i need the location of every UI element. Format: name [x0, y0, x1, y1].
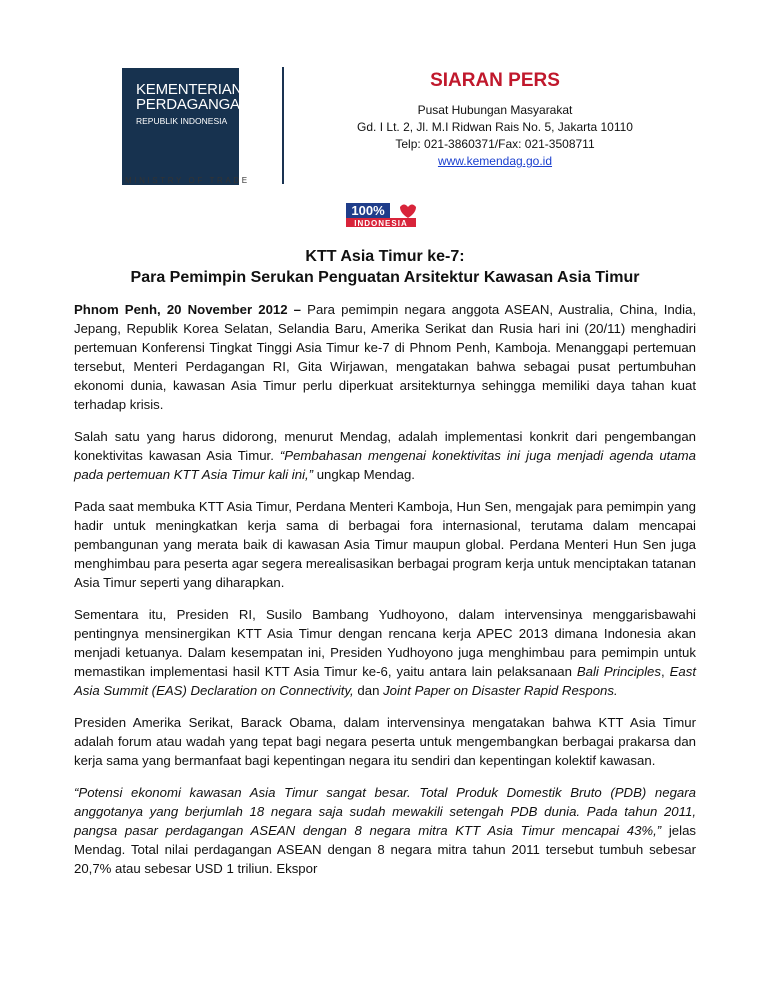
paragraph-5 — [74, 713, 696, 770]
press-phone: Telp: 021-3860371/Fax: 021-3508711 — [395, 137, 595, 151]
dateline: Phnom Penh, 20 November 2012 – — [74, 302, 302, 317]
badge-label: INDONESIA — [354, 219, 408, 228]
paragraph-2 — [74, 427, 696, 484]
headline-line-2: Para Pemimpin Serukan Penguatan Arsitektur Kawasan Asia Timur — [130, 269, 640, 286]
paragraph-4-italic-3: Joint Paper on Disaster Rapid Respons. — [383, 683, 618, 698]
logo-line-1: KEMENTERIAN — [136, 81, 243, 98]
paragraph-3 — [74, 497, 696, 592]
paragraph-4-text: Sementara itu, Presiden RI, Susilo Bambang Yudhoyono, dalam intervensinya menggarisbawahi pentingnya mensinergikan KTT Asia Timur dengan rencana kerja APEC 2013 dimana Indonesia akan menjadi ketuanya. Dalam kesempatan ini, Presiden Yudhoyono juga menghimbau para pemimpin untuk memastikan implementasi hasil KTT Asia Timur ke-6, yaitu antara lain pelaksanaan — [74, 607, 696, 679]
press-header — [300, 70, 690, 170]
paragraph-2-quote: “Pembahasan mengenai konektivitas ini juga menjadi agenda utama pada pertemuan KTT Asia Timur kali ini,” — [74, 448, 697, 482]
headline-line-1: KTT Asia Timur ke-7: — [305, 248, 465, 265]
ministry-logo — [122, 68, 251, 185]
press-contact — [300, 102, 690, 170]
paragraph-5-text: Presiden Amerika Serikat, Barack Obama, dalam intervensinya mengatakan bahwa KTT Asia Timur adalah forum atau wadah yang tepat bagi negara peserta untuk mengembangkan berbagai prakarsa dan kerja sama yang bermanfaat bagi kepentingan negara itu sendiri dan kepentingan kolektif kawasan. — [74, 715, 696, 768]
press-address: Gd. I Lt. 2, Jl. M.I Ridwan Rais No. 5, Jakarta 10110 — [357, 120, 633, 134]
website-link[interactable]: www.kemendag.go.id — [437, 154, 553, 168]
badge-number: 100% — [351, 203, 385, 218]
indonesia-100-badge — [342, 202, 422, 228]
logo-line-3: REPUBLIK INDONESIA — [136, 116, 228, 126]
paragraph-4 — [74, 605, 696, 700]
headline — [72, 246, 698, 288]
paragraph-6-text: jelas Mendag. Total nilai perdagangan ASEAN dengan 8 negara mitra tahun 2011 tersebut tumbuh sebesar 20,7% atau sebesar USD 1 triliun. Ekspor — [74, 823, 696, 876]
paragraph-1 — [74, 300, 696, 414]
paragraph-3-text: Pada saat membuka KTT Asia Timur, Perdana Menteri Kamboja, Hun Sen, mengajak para pemimpin yang hadir untuk meningkatkan kerja sama di berbagai fora internasional, terutama dalam mencapai pembangunan yang merata baik di kawasan Asia Timur maupun global. Perdana Menteri Hun Sen juga menghimbau para peserta agar segera merealisasikan berbagai program kerja untuk menciptakan tatanan Asia Timur seperti yang diharapkan. — [74, 499, 696, 590]
logo-motto: MINISTRY OF TRADE — [125, 176, 250, 185]
paragraph-4-italic-1: Bali Principles — [576, 664, 661, 679]
paragraph-1-text: Para pemimpin negara anggota ASEAN, Australia, China, India, Jepang, Republik Korea Selatan, Selandia Baru, Amerika Serikat dan Rusia hari ini (20/11) menghadiri pertemuan Konferensi Tingkat Tinggi Asia Timur ke-7 di Phnom Penh, Kamboja. Menanggapi pertemuan tersebut, Menteri Perdagangan RI, Gita Wirjawan, mengatakan bahwa sebagai pusat pertumbuhan ekonomi dunia, kawasan Asia Timur perlu diperkuat arsitekturnya sehingga memiliki daya tahan kuat terhadap krisis. — [74, 302, 696, 412]
paragraph-4-sep-2: dan — [353, 683, 384, 698]
paragraph-6-quote: “Potensi ekonomi kawasan Asia Timur sangat besar. Total Produk Domestik Bruto (PDB) negara anggotanya yang berjumlah 18 negara saja sudah mewakili setengah PDB dunia. Pada tahun 2011, pangsa pasar perdagangan ASEAN dengan 8 negara mitra KTT Asia Timur mencapai 43%,” — [74, 785, 696, 838]
paragraph-4-italic-2: East Asia Summit (EAS) Declaration on Connectivity, — [74, 664, 697, 698]
article-body — [74, 300, 696, 891]
paragraph-6 — [74, 783, 696, 878]
paragraph-2-tail: ungkap Mendag. — [313, 467, 415, 482]
header-divider — [282, 67, 284, 184]
logo-line-2: PERDAGANGAN — [136, 96, 251, 113]
paragraph-4-sep-1: , — [661, 664, 670, 679]
press-title: SIARAN PERS — [430, 70, 560, 91]
press-dept: Pusat Hubungan Masyarakat — [417, 103, 573, 117]
paragraph-2-text: Salah satu yang harus didorong, menurut Mendag, adalah implementasi konkrit dari pengembangan konektivitas kawasan Asia Timur. — [74, 429, 696, 463]
